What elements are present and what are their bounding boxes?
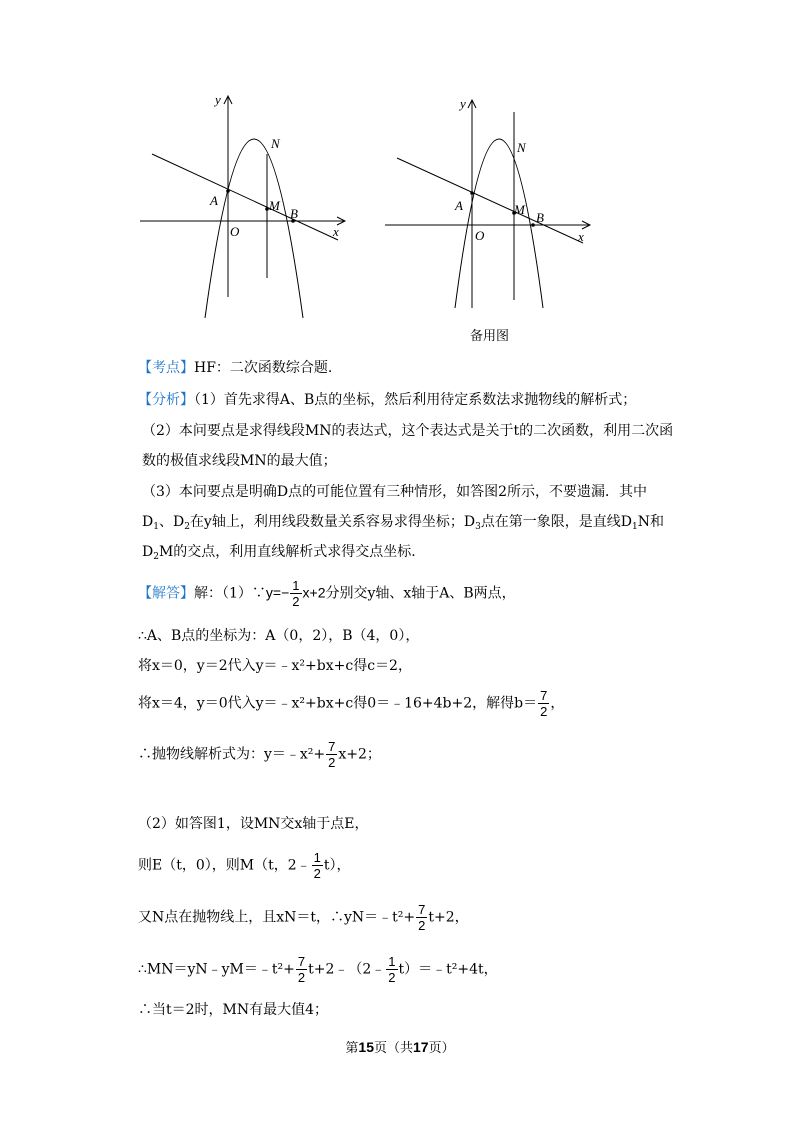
text: 在y轴上，利用线段数量关系容易求得坐标；D: [189, 514, 476, 530]
text: 页）: [428, 1041, 455, 1056]
jieda-l8: [138, 902, 469, 933]
label-m: M: [269, 198, 280, 213]
text: ∴抛物线解析式为：y＝﹣x²+: [138, 746, 326, 763]
figure-1-graph: [130, 90, 350, 330]
text: N和: [637, 514, 665, 530]
text: x+2: [302, 584, 326, 601]
point-a: [226, 189, 230, 193]
numerator: 1: [313, 850, 321, 865]
jieda-tag: 【解答】: [138, 585, 194, 602]
sub: 1: [632, 522, 638, 532]
text: D: [142, 544, 154, 560]
text: ∴MN＝yN﹣yM＝﹣t²+: [138, 961, 295, 978]
parabola: [455, 139, 543, 308]
point-a: [470, 191, 474, 195]
parabola: [205, 139, 303, 318]
jieda-l3: 将x＝0，y＝2代入y＝﹣x²+bx+c得c＝2，: [138, 658, 412, 674]
text: y=−: [265, 584, 290, 601]
label-a: A: [210, 193, 218, 208]
denominator: 2: [540, 704, 548, 719]
label-a: A: [455, 198, 463, 213]
label-n: N: [517, 140, 526, 155]
label-o: O: [230, 224, 240, 239]
text: t）＝﹣t²+4t，: [398, 961, 498, 978]
denominator: 2: [292, 594, 300, 609]
text: t+2，: [428, 909, 469, 926]
sub: 2: [153, 552, 159, 562]
figure-2: [375, 90, 595, 334]
label-b: B: [536, 210, 544, 225]
text: x+2；: [338, 746, 381, 763]
fraction: [538, 688, 549, 719]
numerator: 1: [292, 578, 300, 593]
denominator: 2: [313, 866, 321, 881]
fenxi-p3c: [142, 542, 416, 567]
label-b: B: [290, 206, 298, 221]
numerator: 7: [418, 902, 426, 917]
figure-1: [130, 90, 350, 334]
label-x: x: [578, 229, 584, 244]
text: 点在第一象限，是直线D: [480, 514, 633, 530]
jieda-l10: ∴当t＝2时，MN有最大值4；: [138, 1002, 329, 1018]
point-b: [531, 223, 535, 227]
jieda-l9: [138, 954, 498, 985]
line-ab: [397, 158, 583, 243]
fraction: [416, 902, 427, 933]
text: 、D: [158, 514, 185, 530]
label-y: y: [215, 92, 221, 107]
fenxi-line-1: [138, 390, 636, 410]
denominator: 2: [297, 970, 306, 985]
text: 则E（t，0），则M（t，2﹣: [138, 857, 311, 874]
sub: 3: [475, 522, 481, 532]
numerator: 7: [328, 739, 336, 754]
text: 将x＝4，y＝0代入y＝﹣x²+bx+c得0＝﹣16+4b+2，解得b＝: [138, 695, 538, 712]
fenxi-p3a: （3）本问要点是明确D点的可能位置有三种情形，如答图2所示，不要遗漏．其中: [142, 484, 648, 500]
fenxi-p2b: 数的极值求线段MN的最大值；: [142, 453, 337, 469]
text: M的交点，利用直线解析式求得交点坐标.: [158, 544, 416, 560]
label-n: N: [271, 136, 280, 151]
line-ab: [152, 154, 338, 240]
fenxi-p3b: [142, 512, 664, 537]
text: t），: [323, 857, 351, 874]
kaodian-text: HF：二次函数综合题.: [194, 360, 333, 376]
fraction: [290, 578, 301, 609]
fenxi-p1: （1）首先求得A、B点的坐标，然后利用待定系数法求抛物线的解析式；: [194, 392, 637, 408]
numerator: 1: [388, 954, 396, 969]
label-o: O: [475, 228, 485, 243]
fraction: [386, 954, 397, 985]
denominator: 2: [418, 918, 426, 933]
fraction: [326, 739, 337, 770]
text: 第: [345, 1041, 359, 1056]
fraction: [296, 954, 307, 985]
label-x: x: [333, 224, 339, 239]
numerator: 7: [540, 688, 548, 703]
figure-2-caption: 备用图: [470, 329, 510, 344]
denominator: 2: [328, 755, 336, 770]
text: 分别交y轴、x轴于A、B两点，: [325, 585, 516, 602]
label-m: M: [514, 202, 525, 217]
jieda-l6: （2）如答图1，设MN交x轴于点E，: [138, 816, 369, 832]
text: 页（共: [373, 1041, 413, 1056]
jieda-l4: [138, 688, 564, 719]
jieda-l2: ∴A、B点的坐标为：A（0，2），B（4，0），: [138, 628, 420, 644]
text: D: [142, 514, 154, 530]
page-footer: [0, 1037, 800, 1056]
sub: 1: [153, 522, 159, 532]
fraction: [312, 850, 323, 881]
jieda-l5: [138, 739, 381, 770]
numerator: 7: [297, 954, 306, 969]
figure-2-graph: [375, 90, 595, 330]
fenxi-tag: 【分析】: [138, 392, 194, 408]
jieda-l7: [138, 850, 351, 881]
label-y: y: [460, 96, 466, 111]
text: t+2﹣（2﹣: [308, 961, 386, 978]
fenxi-p2a: （2）本问要点是求得线段MN的表达式，这个表达式是关于t的二次函数，利用二次函: [142, 423, 674, 439]
text: ，: [550, 695, 565, 712]
page-number: 15: [358, 1039, 374, 1055]
page-total: 17: [413, 1039, 429, 1055]
kaodian-tag: 【考点】: [138, 360, 194, 376]
text: 解：（1）∵: [194, 585, 266, 602]
jieda-line-1: [138, 578, 516, 609]
denominator: 2: [388, 970, 396, 985]
text: 又N点在抛物线上，且xN＝t，∴yN＝﹣t²+: [138, 909, 416, 926]
sub: 2: [184, 522, 190, 532]
kaodian-line: [138, 358, 332, 378]
